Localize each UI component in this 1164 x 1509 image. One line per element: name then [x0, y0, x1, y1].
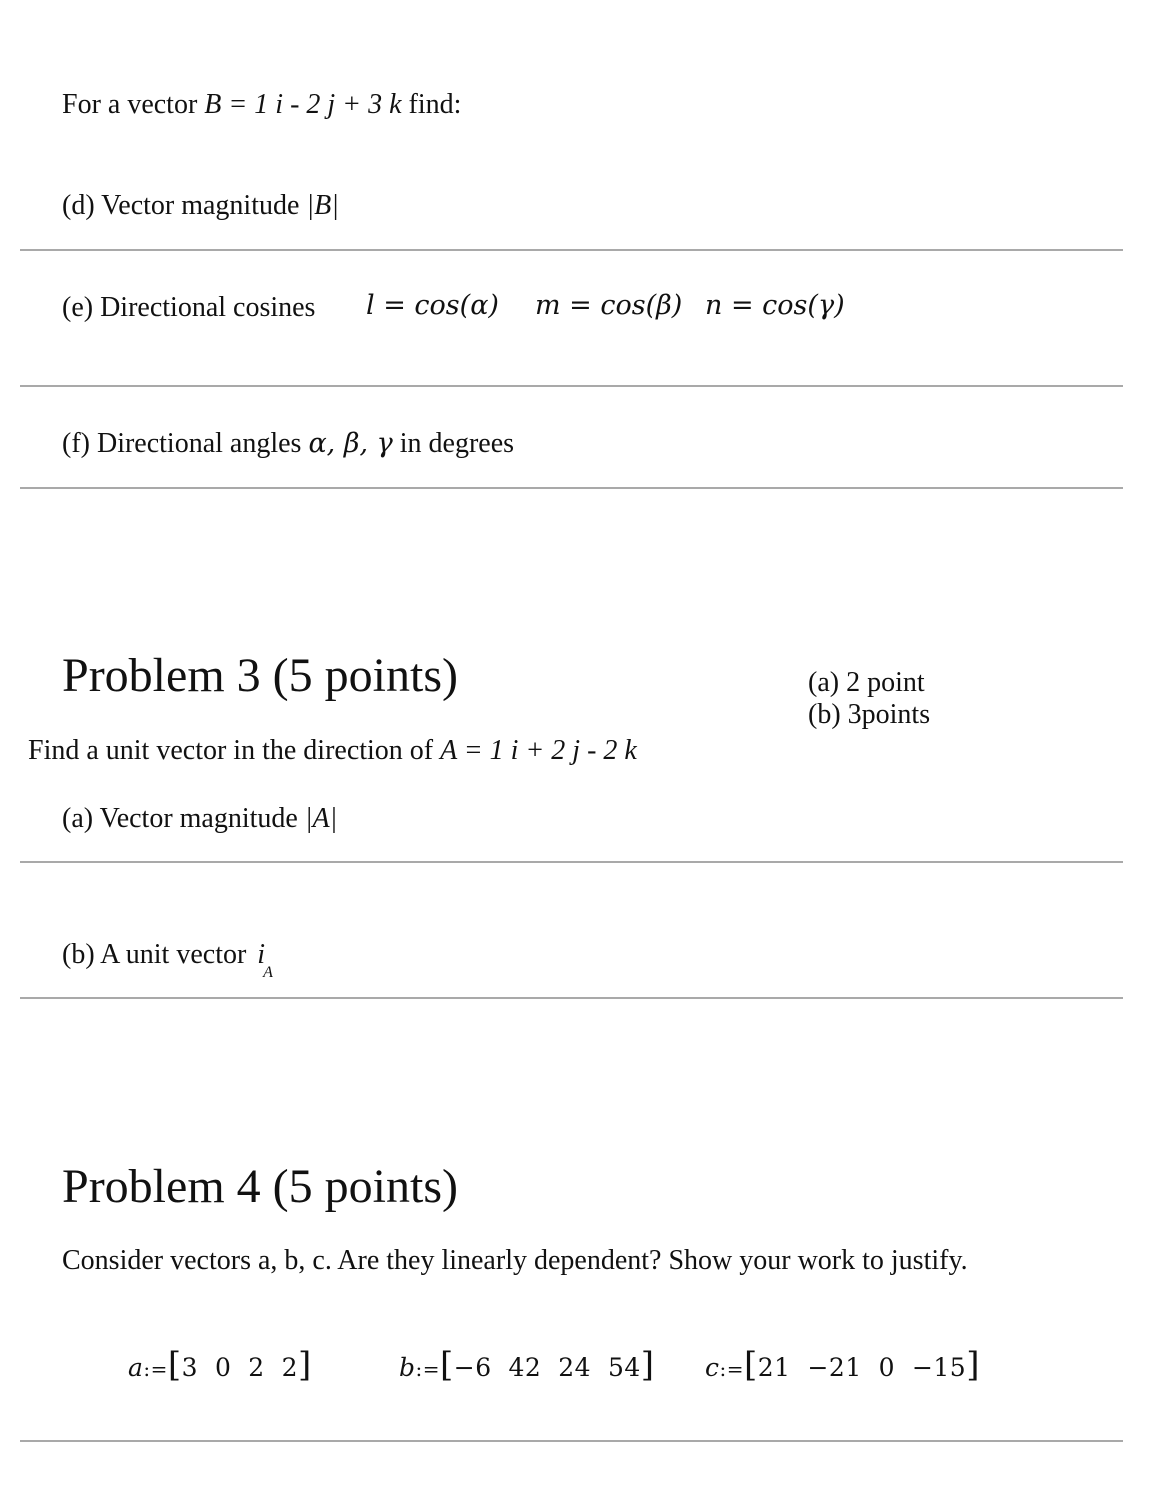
problem3-points-a: (a) 2 point [808, 667, 925, 698]
problem2-intro-prefix: For a vector [62, 89, 198, 120]
unit-vector-symbol: i [257, 939, 266, 970]
problem3-points-b: (b) 3points [808, 699, 931, 730]
problem3-title: Problem 3 (5 points) [62, 649, 458, 702]
problem2-intro-suffix: find: [408, 89, 462, 120]
vector-a-assign: := [143, 1357, 168, 1381]
answer-line-e [20, 385, 1123, 387]
cosine-l: l = cos(α) [366, 290, 499, 321]
answer-line-d [20, 249, 1123, 251]
vector-c-values: 21 −21 0 −15 [757, 1353, 967, 1382]
vector-a-name: a [128, 1353, 144, 1382]
problem3-statement-formula: A = 1 i + 2 j - 2 k [440, 735, 637, 766]
part-f [62, 427, 514, 461]
part-e-label: (e) Directional cosines [62, 292, 316, 323]
vector-b: b:=[−6 42 24 54] [399, 1345, 655, 1385]
cosine-m: m = cos(β) [535, 290, 683, 321]
problem3-statement-prefix: Find a unit vector in the direction of [28, 735, 434, 766]
part-f-math: α, β, γ [308, 428, 393, 459]
vector-c-assign: := [719, 1357, 745, 1381]
vector-b-assign: := [415, 1357, 441, 1381]
vector-c: c:=[21 −21 0 −15] [705, 1345, 980, 1385]
answer-line-3a [20, 861, 1123, 863]
problem4-title: Problem 4 (5 points) [62, 1160, 458, 1213]
cosine-n: n = cos(γ) [705, 290, 845, 321]
problem3-statement [28, 734, 637, 768]
vector-b-values: −6 42 24 54 [453, 1353, 641, 1382]
part-d [62, 189, 339, 223]
problem3-part-b-label: (b) A unit vector [62, 939, 247, 970]
problem4-statement: Consider vectors a, b, c. Are they linearly dependent? Show your work to justify. [62, 1245, 968, 1276]
problem2-intro [62, 88, 461, 122]
vector-b-name: b [399, 1353, 416, 1382]
part-d-math: |B| [306, 190, 339, 221]
unit-vector-subscript: A [263, 964, 273, 981]
problem2-intro-formula: B = 1 i - 2 j + 3 k [204, 89, 402, 120]
problem3-part-a-label: (a) Vector magnitude [62, 803, 298, 834]
part-d-label: (d) Vector magnitude [62, 190, 300, 221]
problem3-part-a-math: |A| [304, 803, 338, 834]
answer-line-3b [20, 997, 1123, 999]
part-f-label-prefix: (f) Directional angles [62, 428, 302, 459]
vector-a-values: 3 0 2 2 [181, 1353, 298, 1382]
part-f-label-suffix: in degrees [399, 428, 515, 459]
answer-line-4 [20, 1440, 1123, 1442]
answer-line-f [20, 487, 1123, 489]
vector-c-name: c [705, 1353, 720, 1382]
problem3-part-b [62, 938, 275, 981]
vector-a: a:=[3 0 2 2] [128, 1345, 312, 1385]
problem3-part-a [62, 802, 337, 836]
